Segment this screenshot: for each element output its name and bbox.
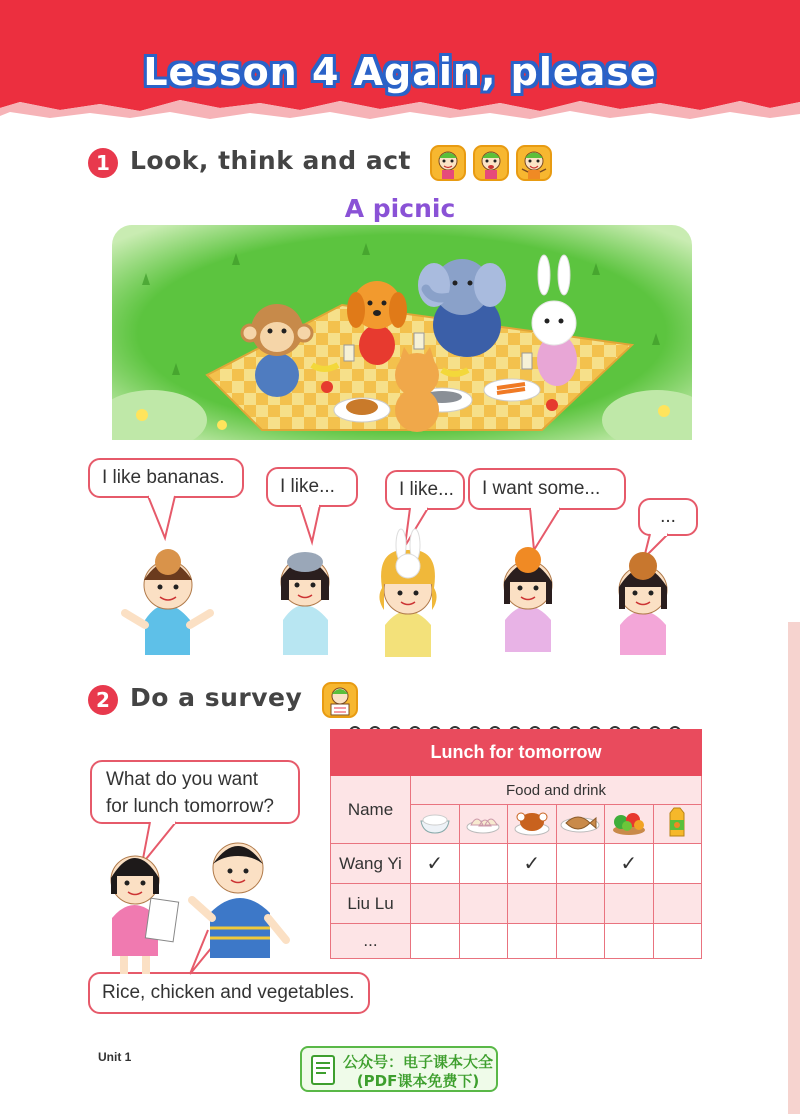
section-title-do-a-survey: Do a survey (130, 683, 303, 712)
check-cell[interactable] (605, 924, 654, 959)
speech-bubble-3: I like... (385, 470, 465, 510)
check-cell[interactable] (653, 844, 702, 884)
speech-bubble-4: I want some... (468, 468, 626, 510)
check-cell[interactable] (508, 924, 557, 959)
row-name-wang-yi: Wang Yi (331, 844, 411, 884)
name-column-header: Name (331, 776, 411, 844)
rice-icon (411, 805, 460, 844)
check-mark: ✓ (523, 853, 541, 875)
check-cell[interactable] (605, 884, 654, 924)
check-cell[interactable] (508, 844, 557, 884)
look-activity-icon (430, 145, 466, 181)
check-cell[interactable] (556, 884, 605, 924)
question-line-2: for lunch tomorrow? (106, 796, 274, 817)
check-cell[interactable] (605, 844, 654, 884)
row-name-liu-lu: Liu Lu (331, 884, 411, 924)
picnic-illustration (112, 225, 692, 440)
kids-illustration (0, 490, 800, 660)
dumplings-icon (459, 805, 508, 844)
juice-icon (653, 805, 702, 844)
think-activity-icon (473, 145, 509, 181)
check-cell[interactable] (411, 924, 460, 959)
check-cell[interactable] (556, 924, 605, 959)
section-number-2: 2 (88, 685, 118, 715)
check-cell[interactable] (556, 844, 605, 884)
survey-activity-icon (322, 682, 358, 718)
watermark-line-2: (PDF课本免费下) (356, 1072, 480, 1090)
survey-table-title: Lunch for tomorrow (331, 730, 702, 776)
book-icon (310, 1054, 336, 1086)
watermark-badge (300, 1046, 498, 1092)
check-cell[interactable] (459, 884, 508, 924)
picnic-title: A picnic (344, 194, 456, 223)
answer-bubble: Rice, chicken and vegetables. (88, 972, 370, 1014)
survey-table (330, 729, 702, 959)
check-cell[interactable] (653, 884, 702, 924)
question-line-1: What do you want (106, 769, 259, 790)
speech-bubble-2: I like... (266, 467, 358, 507)
page-edge-strip (788, 622, 800, 1114)
food-drink-header: Food and drink (411, 776, 702, 805)
check-cell[interactable] (653, 924, 702, 959)
question-bubble (90, 760, 300, 824)
check-cell[interactable] (411, 844, 460, 884)
fish-icon (556, 805, 605, 844)
check-mark: ✓ (620, 853, 638, 875)
vegetables-icon (605, 805, 654, 844)
row-name-more: ... (331, 924, 411, 959)
section-title-look-think-act: Look, think and act (130, 146, 411, 175)
act-activity-icon (516, 145, 552, 181)
survey-kids-illustration (90, 818, 320, 978)
section-number-1: 1 (88, 148, 118, 178)
check-mark: ✓ (426, 853, 444, 875)
speech-bubble-5: ... (638, 498, 698, 536)
lesson-title: Lesson 4 Again, please (143, 50, 657, 94)
check-cell[interactable] (459, 924, 508, 959)
unit-label: Unit 1 (98, 1050, 132, 1064)
roast-chicken-icon (508, 805, 557, 844)
check-cell[interactable] (459, 844, 508, 884)
watermark-line-1: 公众号：电子课本大全 (342, 1053, 493, 1071)
check-cell[interactable] (411, 884, 460, 924)
check-cell[interactable] (508, 884, 557, 924)
speech-bubble-1: I like bananas. (88, 458, 244, 498)
